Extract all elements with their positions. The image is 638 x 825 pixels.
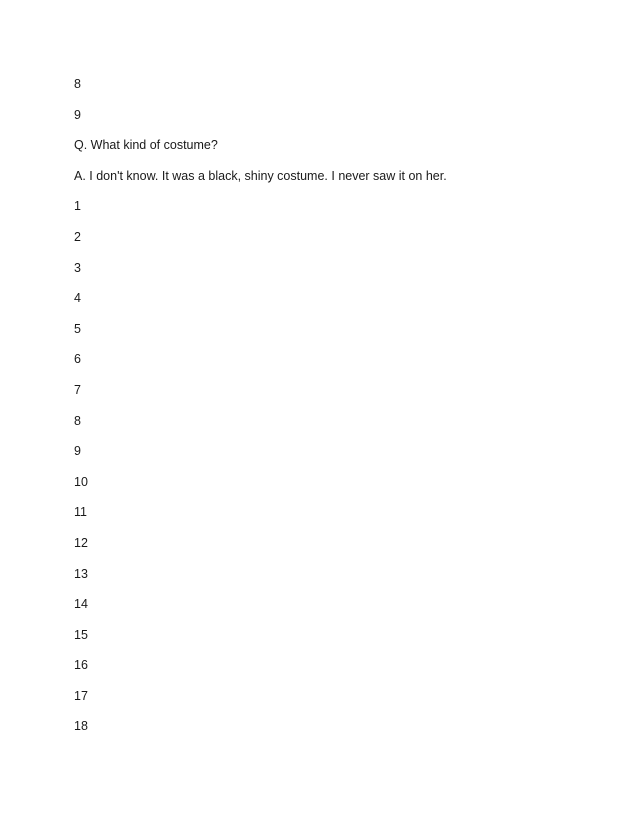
line-number: 7 [74,382,81,397]
line-number: 12 [74,535,88,550]
line-number: 6 [74,352,81,367]
line-number: 5 [74,321,81,336]
answer-text: A. I don't know. It was a black, shiny costume. I never saw it on her. [74,168,447,183]
line-number: 13 [74,566,88,581]
line-number: 11 [74,505,87,520]
line-number: 9 [74,444,81,459]
line-number: 10 [74,474,88,489]
transcript-lines [74,74,574,747]
question-text: Q. What kind of costume? [74,138,218,153]
line-number: 14 [74,597,88,612]
line-number: 3 [74,260,81,275]
line-number: 8 [74,77,81,91]
line-number: 4 [74,291,81,306]
line-number: 9 [74,107,81,122]
line-number: 16 [74,658,88,673]
line-number: 8 [74,413,81,428]
line-number: 2 [74,229,81,244]
line-number: 17 [74,688,88,703]
line-number: 1 [74,199,81,214]
line-number: 18 [74,719,88,734]
line-number: 15 [74,627,88,642]
